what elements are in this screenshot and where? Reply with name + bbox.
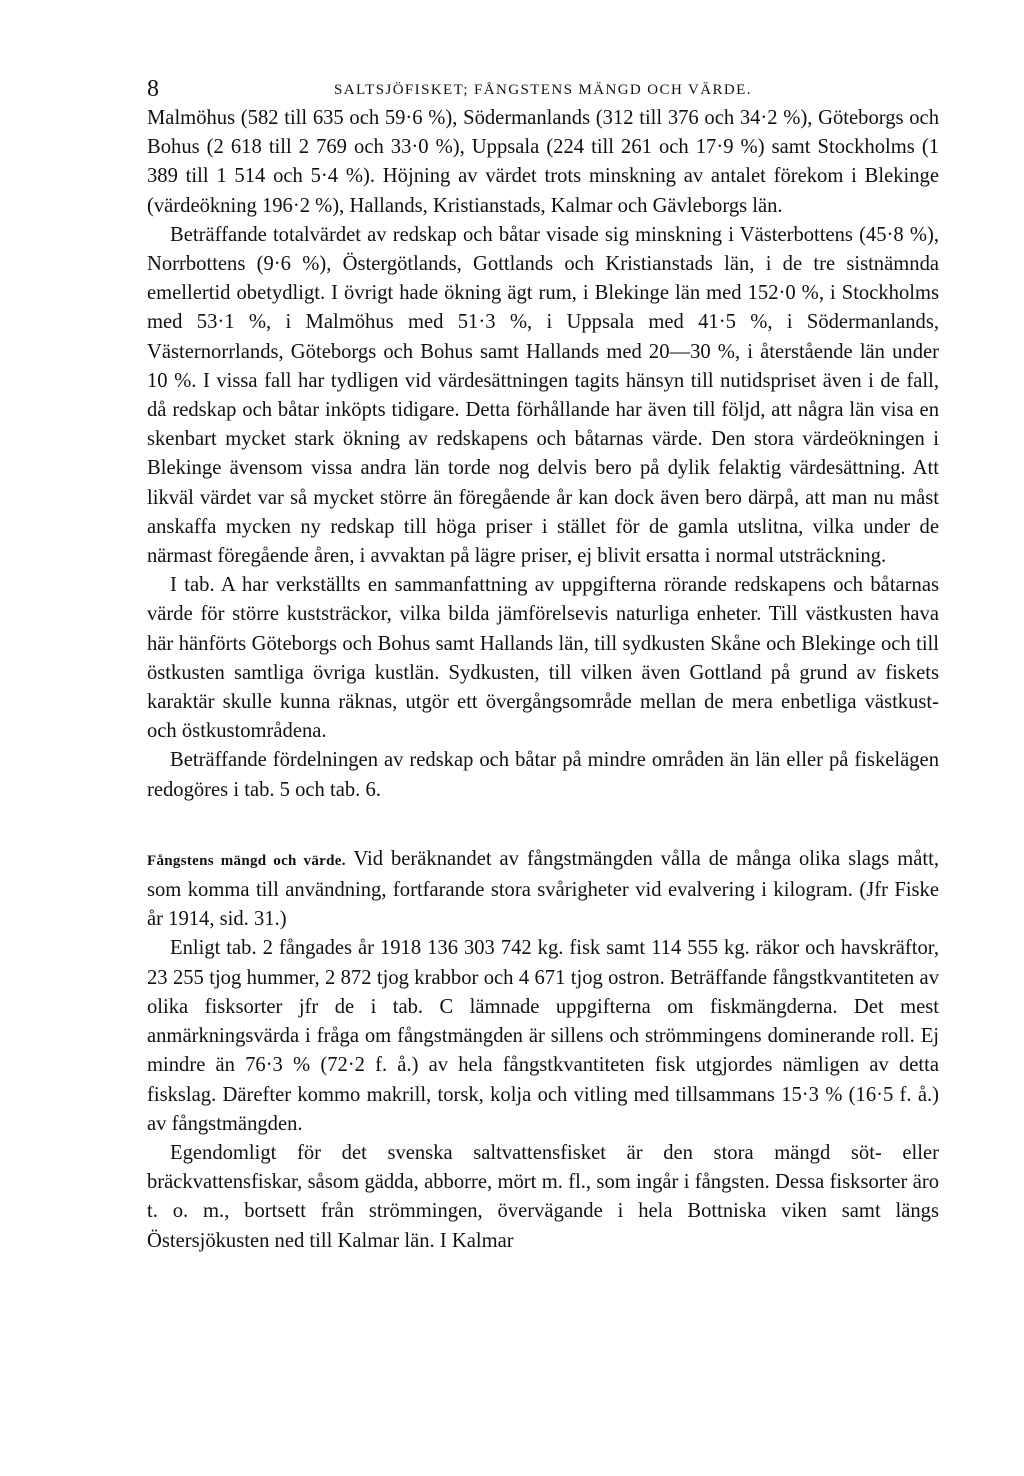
paragraph-freshwater-fish: Egendomligt för det svenska saltvattensfisket är den stora mängd söt- eller bräckvattensfiskar, såsom gädda, abborre, mört m. fl., som ingår i fångsten. Dessa fisksorter äro t. o. m., bortsett från strömmingen, övervägande i hela Bottniska viken samt längs Östersjökusten ned till Kalmar län. I Kalmar xyxy=(147,1141,939,1252)
running-title: SALTSJÖFISKET; FÅNGSTENS MÄNGD OCH VÄRDE. xyxy=(334,82,752,98)
paragraph-distribution: Beträffande fördelningen av redskap och båtar på mindre områden än län eller på fiskelägen redogöres i tab. 5 och tab. 6. xyxy=(147,749,939,801)
paragraph-tab-a: I tab. A har verkställts en sammanfattning av uppgifterna rörande redskapens och båtarnas värde för större kuststräckor, vilka bilda jämförelsevis naturliga enheter. Till västkusten hava här hänförts Göteborgs och Bohus samt Hallands län, till sydkusten Skåne och Blekinge och till östkusten samtliga övriga kustlän. Sydkusten, till vilken även Gottland på grund av fiskets karaktär skulle kunna räknas, utgör ett övergångsområde mellan de mera enbetliga västkust- och östkustområdena. xyxy=(147,574,939,743)
page-number: 8 xyxy=(147,76,159,102)
section-first-paragraph xyxy=(147,845,939,935)
paragraph-total-value: Beträffande totalvärdet av redskap och båtar visade sig minskning i Västerbottens (45·8 %), Norrbottens (9·6 %), Östergötlands, Gottlands och Kristianstads län, i de tre sistnämnda emellertid obetydligt. I övrigt hade ökning ägt rum, i Blekinge län med 152·0 %, i Stockholms med 53·1 %, i Malmöhus med 51·3 %, i Uppsala med 41·5 %, i Södermanlands, Västernorrlands, Göteborgs och Bohus samt Hallands med 20—30 %, i återstående län under 10 %. I vissa fall har tydligen vid värdesättningen tagits hänsyn till nutidspriset även i de fall, då redskap och båtar inköpts tidigare. Detta förhållande har även till följd, att några län visa en skenbart mycket stark ökning av redskapens och båtarnas värde. Den stora värdeökningen i Blekinge ävensom vissa andra län torde nog delvis bero på dylik felaktig värdesättning. Att likväl värdet var så mycket större än föregående år kan dock även bero därpå, att man nu måst anskaffa mycken ny redskap till höga priser i stället för de gamla utslitna, vilka under de närmast föregående åren, i avvaktan på lägre priser, ej blivit ersatta i normal utsträckning. xyxy=(147,223,939,568)
body-text xyxy=(147,104,939,1256)
section-label: Fångstens mängd och värde. xyxy=(147,852,346,869)
section-first-paragraph-text: Vid beräknandet av fångstmängden vålla de många olika slags mått, som komma till användning, fortfarande stora svårigheter vid evalvering i kilogram. (Jfr Fiske år 1914, sid. 31.) xyxy=(147,847,939,931)
document-page xyxy=(147,70,939,1256)
section-spacer xyxy=(147,805,939,845)
paragraph-catch-totals: Enligt tab. 2 fångades år 1918 136 303 742 kg. fisk samt 114 555 kg. räkor och havskräftor, 23 255 tjog hummer, 2 872 tjog krabbor och 4 671 tjog ostron. Beträffande fångstkvantiteten av olika fisksorter jfr de i tab. C lämnade uppgifterna om fiskmängderna. Det mest anmärkningsvärda i fråga om fångstmängden är sillens och strömmingens dominerande roll. Ej mindre än 76·3 % (72·2 f. å.) av hela fångstkvantiteten fisk utgjordes nämligen av detta fiskslag. Därefter kommo makrill, torsk, kolja och vitling med tillsammans 15·3 % (16·5 f. å.) av fångstmängden. xyxy=(147,937,939,1135)
paragraph-continuation: Malmöhus (582 till 635 och 59·6 %), Södermanlands (312 till 376 och 34·2 %), Göteborgs och Bohus (2 618 till 2 769 och 33·0 %), Uppsala (224 till 261 och 17·9 %) samt Stockholms (1 389 till 1 514 och 5·4 %). Höjning av värdet trots minskning av antalet förekom i Blekinge (värdeökning 196·2 %), Hallands, Kristianstads, Kalmar och Gävleborgs län. xyxy=(147,107,939,217)
page-header xyxy=(147,70,939,104)
